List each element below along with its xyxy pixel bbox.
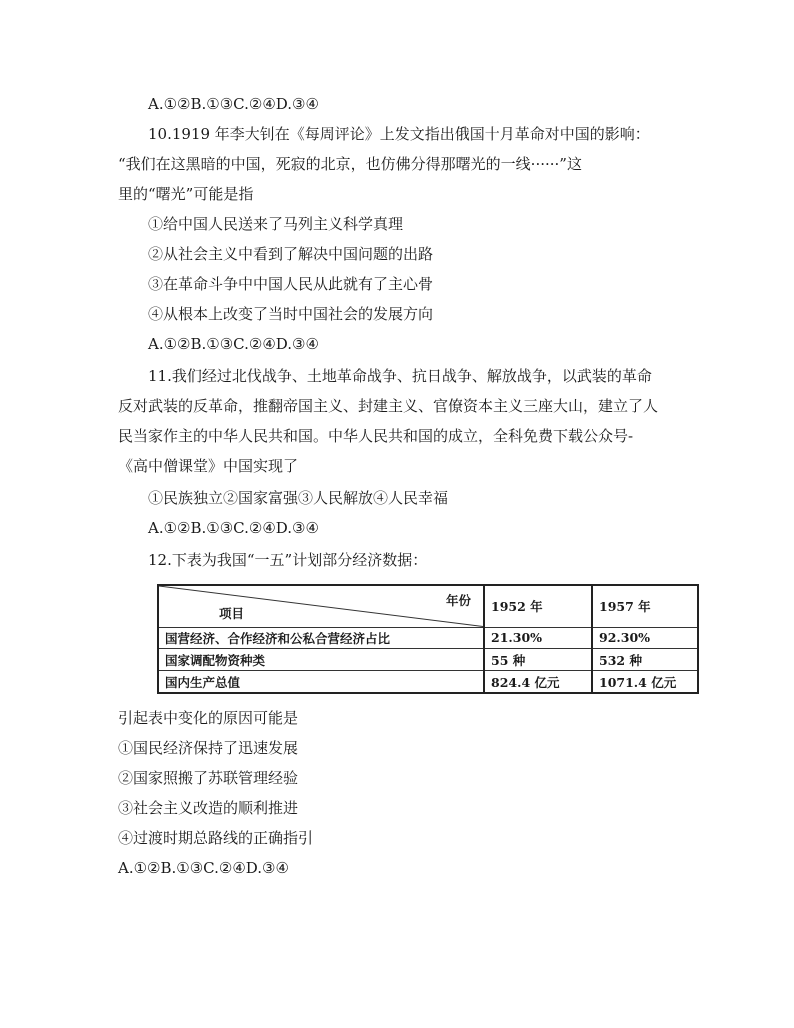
q10-option-4: ④从根本上改变了当时中国社会的发展方向	[148, 305, 434, 323]
q10-stem-line-3: 里的“曙光”可能是指	[118, 185, 254, 203]
q11-stem-line-2: 反对武装的反革命，推翻帝国主义、封建主义、官僚资本主义三座大山，建立了人	[118, 397, 659, 415]
table-header-1957: 1957 年	[592, 585, 698, 627]
q11-stem-line-1: 11.我们经过北伐战争、土地革命战争、抗日战争、解放战争，以武装的革命	[148, 367, 652, 385]
q10-stem-line-2: “我们在这黑暗的中国，死寂的北京，也仿佛分得那曙光的一线······”这	[118, 155, 582, 173]
q12-option-2: ②国家照搬了苏联管理经验	[118, 769, 299, 787]
q10-stem-line-1: 10.1919 年李大钊在《每周评论》上发文指出俄国十月革命对中国的影响：	[148, 125, 650, 143]
table-header-1952: 1952 年	[484, 585, 592, 627]
table-header-row	[158, 585, 698, 627]
table-diagonal-header-cell	[158, 585, 484, 627]
q10-option-3: ③在革命斗争中中国人民从此就有了主心骨	[148, 275, 434, 293]
q10-answer-choices: A.①②B.①③C.②④D.③④	[148, 335, 319, 353]
q11-answer-choices: A.①②B.①③C.②④D.③④	[148, 519, 319, 537]
table-cell-1952: 21.30%	[484, 627, 592, 649]
table-row	[158, 627, 698, 649]
table-header-year-label: 年份	[445, 593, 471, 608]
table-header-item-label: 项目	[219, 605, 245, 621]
q9-answer-choices: A.①②B.①③C.②④D.③④	[148, 95, 319, 113]
table-row	[158, 671, 698, 693]
q12-question: 引起表中变化的原因可能是	[118, 709, 299, 727]
table-row-label: 国家调配物资种类	[158, 649, 484, 671]
table-cell-1952: 55 种	[484, 649, 592, 671]
diagonal-divider	[159, 586, 483, 627]
q12-option-4: ④过渡时期总路线的正确指引	[118, 829, 314, 847]
q12-option-1: ①国民经济保持了迅速发展	[118, 739, 299, 757]
q12-economic-data-table	[157, 584, 699, 694]
q10-option-2: ②从社会主义中看到了解决中国问题的出路	[148, 245, 434, 263]
table-row-label: 国营经济、合作经济和公私合营经济占比	[158, 627, 484, 649]
table-row	[158, 649, 698, 671]
q11-options: ①民族独立②国家富强③人民解放④人民幸福	[148, 489, 449, 507]
q12-answer-choices: A.①②B.①③C.②④D.③④	[118, 859, 289, 877]
q12-stem: 12.下表为我国“一五”计划部分经济数据：	[148, 551, 428, 569]
q12-option-3: ③社会主义改造的顺利推进	[118, 799, 299, 817]
table-cell-1957: 1071.4 亿元	[592, 671, 698, 693]
q11-stem-line-4: 《高中僧课堂》中国实现了	[118, 457, 299, 475]
table-cell-1952: 824.4 亿元	[484, 671, 592, 693]
table-cell-1957: 532 种	[592, 649, 698, 671]
table-cell-1957: 92.30%	[592, 627, 698, 649]
table-row-label: 国内生产总值	[158, 671, 484, 693]
q11-stem-line-3: 民当家作主的中华人民共和国。中华人民共和国的成立，全科免费下载公众号-	[118, 427, 634, 445]
q10-option-1: ①给中国人民送来了马列主义科学真理	[148, 215, 404, 233]
